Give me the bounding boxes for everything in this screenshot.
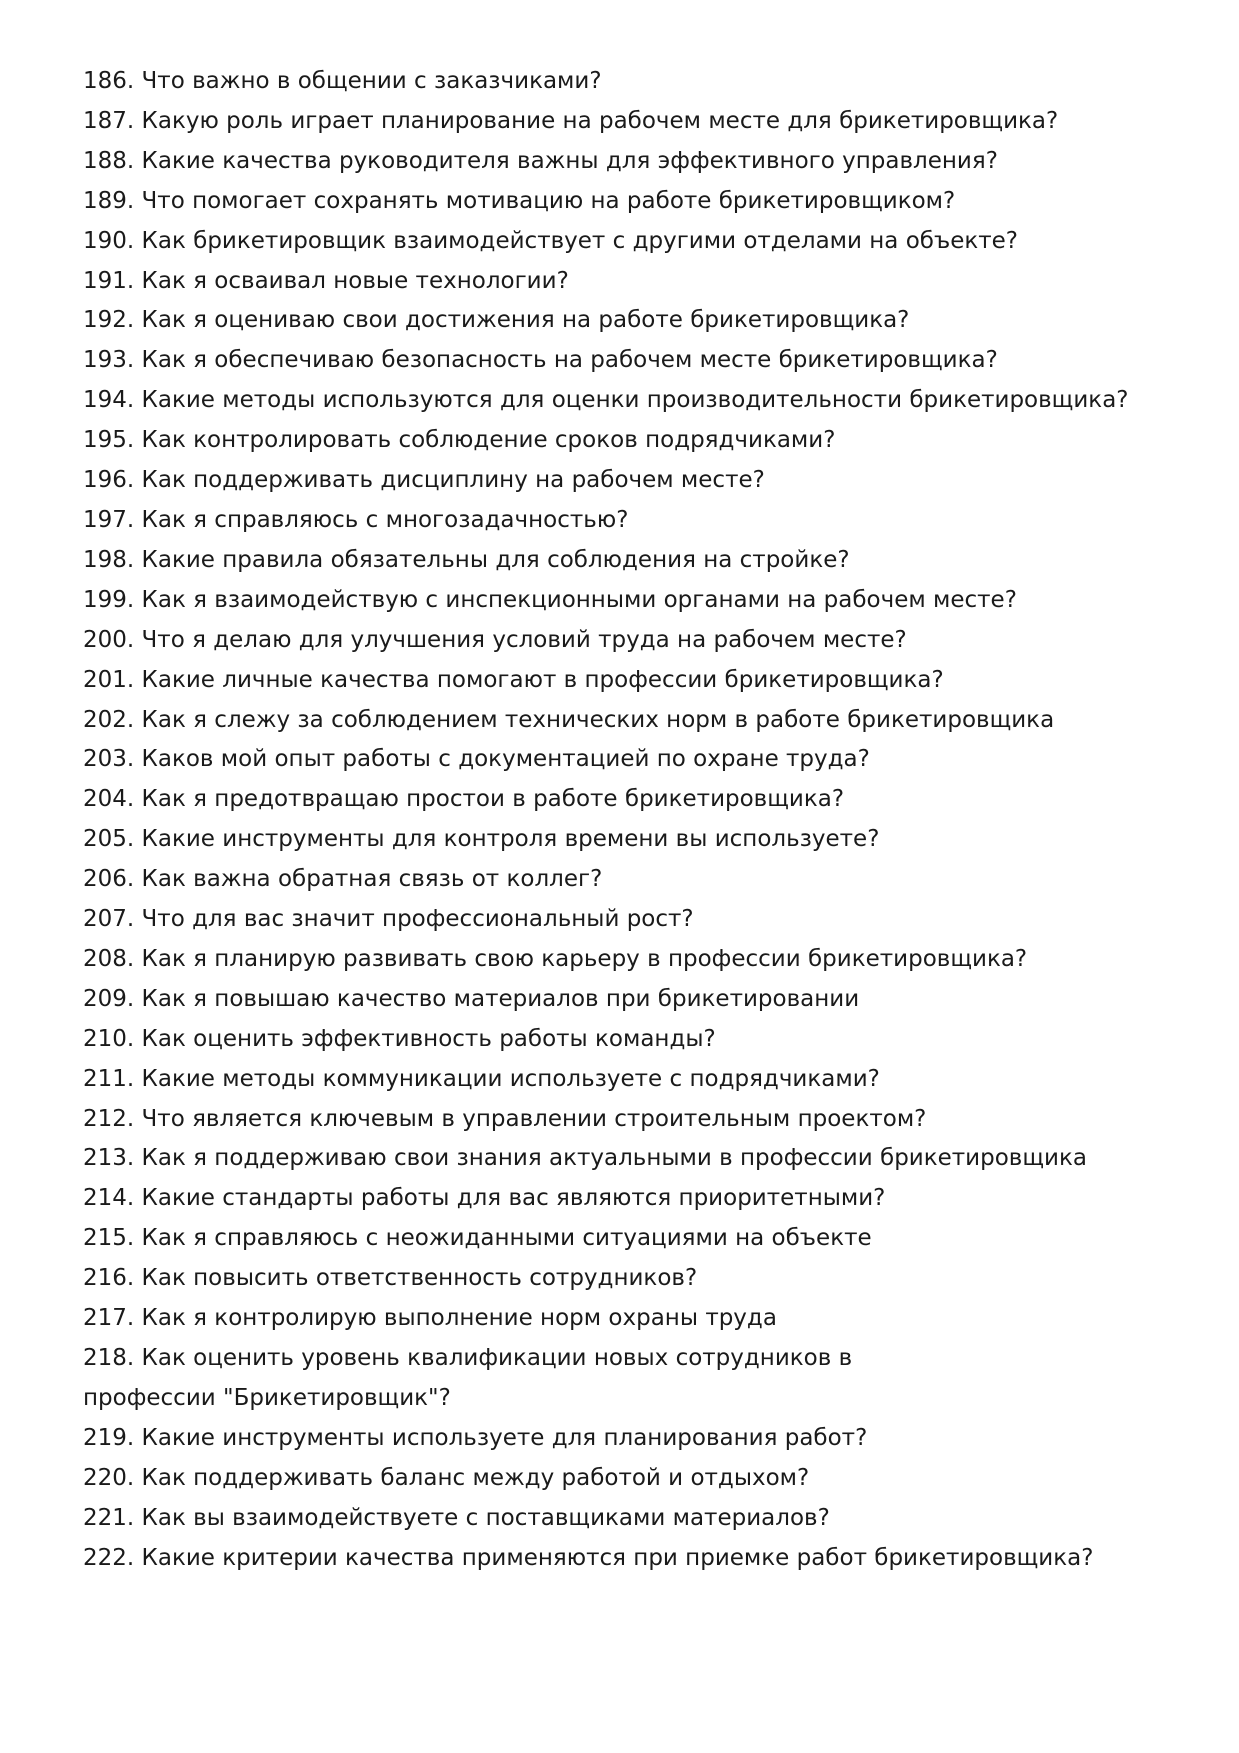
question-item: 198. Какие правила обязательны для соблюдения на стройке? (83, 546, 850, 573)
question-item: 204. Как я предотвращаю простои в работе брикетировщика? (83, 786, 845, 813)
question-item: 196. Как поддерживать дисциплину на рабочем месте? (83, 467, 765, 494)
question-item: 193. Как я обеспечиваю безопасность на рабочем месте брикетировщика? (83, 347, 998, 374)
question-item: 191. Как я осваивал новые технологии? (83, 267, 569, 294)
question-item: 220. Как поддерживать баланс между работой и отдыхом? (83, 1464, 810, 1491)
question-item: 216. Как повысить ответственность сотрудников? (83, 1265, 698, 1292)
question-item: 205. Какие инструменты для контроля времени вы используете? (83, 826, 880, 853)
question-item: 207. Что для вас значит профессиональный рост? (83, 906, 694, 933)
question-item: 203. Каков мой опыт работы с документацией по охране труда? (83, 746, 870, 773)
question-item: 213. Как я поддерживаю свои знания актуальными в профессии брикетировщика (83, 1145, 1087, 1172)
question-item: 219. Какие инструменты используете для планирования работ? (83, 1424, 868, 1451)
question-item: 200. Что я делаю для улучшения условий труда на рабочем месте? (83, 626, 907, 653)
question-item: 197. Как я справляюсь с многозадачностью? (83, 506, 629, 533)
question-item: 199. Как я взаимодействую с инспекционными органами на рабочем месте? (83, 586, 1017, 613)
question-item: 221. Как вы взаимодействуете с поставщиками материалов? (83, 1504, 830, 1531)
question-item: 214. Какие стандарты работы для вас являются приоритетными? (83, 1185, 886, 1212)
question-item: 189. Что помогает сохранять мотивацию на работе брикетировщиком? (83, 187, 956, 214)
question-list (83, 62, 1163, 1578)
question-item: 186. Что важно в общении с заказчиками? (83, 68, 602, 94)
question-item: 218. Как оценить уровень квалификации новых сотрудников в профессии "Брикетировщик"? (83, 1345, 853, 1411)
question-item: 212. Что является ключевым в управлении строительным проектом? (83, 1105, 927, 1132)
question-item: 194. Какие методы используются для оценки производительности брикетировщика? (83, 387, 1129, 414)
question-item: 187. Какую роль играет планирование на рабочем месте для брикетировщика? (83, 107, 1059, 134)
question-item: 208. Как я планирую развивать свою карьеру в профессии брикетировщика? (83, 945, 1028, 972)
question-item: 206. Как важна обратная связь от коллег? (83, 866, 603, 893)
question-item: 211. Какие методы коммуникации используете с подрядчиками? (83, 1065, 880, 1092)
question-item: 222. Какие критерии качества применяются при приемке работ брикетировщика? (83, 1544, 1094, 1571)
question-item: 217. Как я контролирую выполнение норм охраны труда (83, 1305, 777, 1332)
question-item: 202. Как я слежу за соблюдением технических норм в работе брикетировщика (83, 706, 1055, 733)
question-item: 192. Как я оцениваю свои достижения на работе брикетировщика? (83, 307, 910, 334)
question-item: 210. Как оценить эффективность работы команды? (83, 1025, 716, 1052)
question-item: 195. Как контролировать соблюдение сроков подрядчиками? (83, 427, 836, 454)
question-item: 215. Как я справляюсь с неожиданными ситуациями на объекте (83, 1225, 872, 1252)
question-item: 209. Как я повышаю качество материалов при брикетировании (83, 985, 860, 1012)
question-item: 190. Как брикетировщик взаимодействует с другими отделами на объекте? (83, 227, 1019, 254)
question-item: 201. Какие личные качества помогают в профессии брикетировщика? (83, 666, 944, 693)
question-item: 188. Какие качества руководителя важны для эффективного управления? (83, 147, 998, 174)
